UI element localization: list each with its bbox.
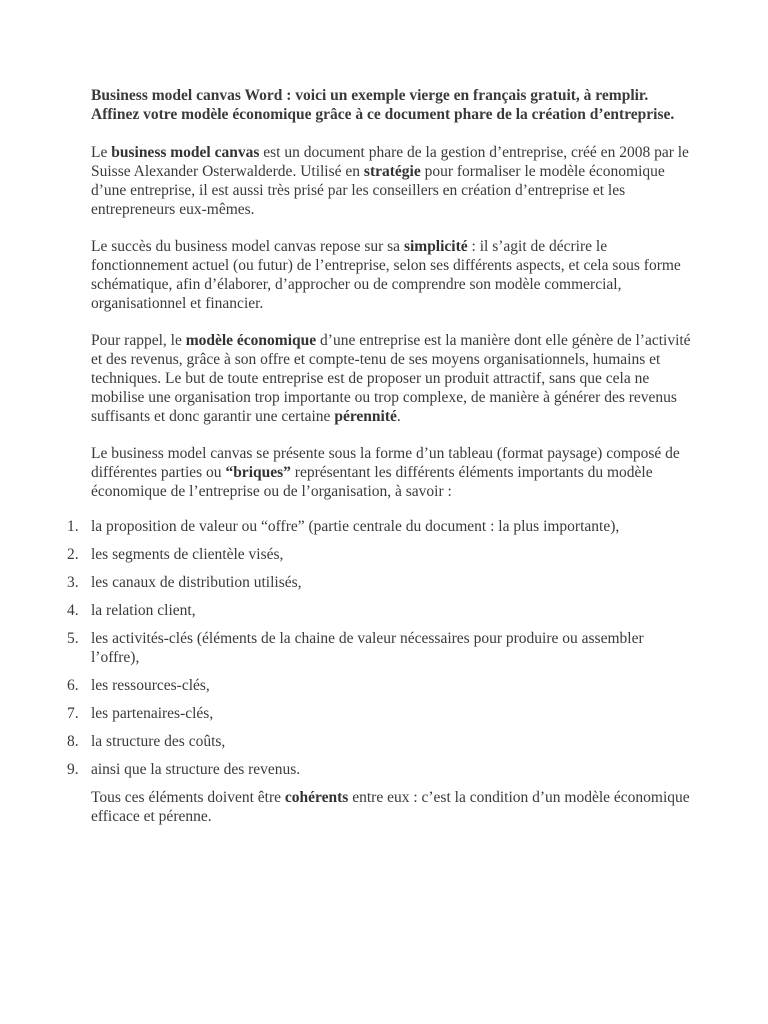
bold-term-perennite: pérennité bbox=[334, 408, 397, 425]
bold-term-modele-economique: modèle économique bbox=[185, 332, 317, 349]
bold-term-briques: “briques” bbox=[225, 464, 291, 481]
bold-term-coherents: cohérents bbox=[284, 789, 349, 806]
intro-paragraph: Business model canvas Word : voici un exemple vierge en français gratuit, à remplir. Affinez votre modèle économique grâce à ce document phare de la création d’entreprise. bbox=[91, 87, 675, 123]
list-item bbox=[67, 676, 691, 695]
list-item-text: les segments de clientèle visés, bbox=[91, 546, 284, 563]
list-item bbox=[67, 573, 691, 592]
text-segment: : il s’agit de décrire le fonctionnement actuel (ou futur) de l’entreprise, selon ses différents aspects, et cela sous forme schématique, afin d’élaborer, d’approcher ou de comprendre son modèle commercial, organisationnel et financier. bbox=[91, 238, 681, 312]
list-item bbox=[67, 601, 691, 620]
list-number: 3. bbox=[67, 574, 79, 591]
text-segment: est un document phare de la gestion d’entreprise, créé en 2008 par le Suisse Alexander Osterwalderde. Utilisé en bbox=[91, 144, 689, 180]
list-item bbox=[67, 760, 691, 779]
list-item bbox=[67, 704, 691, 723]
list-item-text: les partenaires-clés, bbox=[91, 705, 214, 722]
text-segment: d’une entreprise est la manière dont elle génère de l’activité et des revenus, grâce à son offre et compte-tenu de ses moyens organisationnels, humains et techniques. Le but de toute entreprise est de proposer un produit attractif, sans que cela ne mobilise une organisation trop importante ou trop complexe, de manière à générer des revenus suffisants et donc garantir une certaine bbox=[91, 332, 691, 425]
text-segment: Le succès du business model canvas repose sur sa bbox=[91, 238, 404, 255]
paragraph-definition bbox=[91, 143, 691, 219]
paragraph-economic-model bbox=[91, 331, 691, 426]
list-number: 4. bbox=[67, 602, 79, 619]
list-item bbox=[67, 545, 691, 564]
text-segment: Tous ces éléments doivent être bbox=[91, 789, 285, 806]
list-number: 2. bbox=[67, 546, 79, 563]
text-segment: Le business model canvas se présente sous la forme d’un tableau (format paysage) composé de différentes parties ou bbox=[91, 445, 680, 481]
list-item bbox=[67, 732, 691, 751]
text-segment: représentant les différents éléments importants du modèle économique de l’entreprise ou de l’organisation, à savoir : bbox=[91, 464, 653, 500]
list-number: 5. bbox=[67, 630, 79, 647]
list-item-text: la structure des coûts, bbox=[91, 733, 226, 750]
list-number: 1. bbox=[67, 518, 79, 535]
text-segment: Le bbox=[91, 144, 112, 161]
paragraph-canvas-format bbox=[91, 444, 691, 501]
list-number: 9. bbox=[67, 761, 79, 778]
bold-term-business-model-canvas: business model canvas bbox=[111, 144, 260, 161]
list-item-text: les canaux de distribution utilisés, bbox=[91, 574, 302, 591]
list-item-text: ainsi que la structure des revenus. bbox=[91, 761, 301, 778]
text-segment: entre eux : c’est la condition d’un modèle économique efficace et pérenne. bbox=[91, 789, 690, 825]
text-segment: . bbox=[396, 408, 401, 425]
paragraph-conclusion bbox=[91, 788, 691, 826]
paragraph-simplicity bbox=[91, 237, 691, 313]
list-number: 7. bbox=[67, 705, 79, 722]
list-item-text: les activités-clés (éléments de la chaine de valeur nécessaires pour produire ou assembler l’offre), bbox=[91, 630, 644, 666]
bold-term-simplicite: simplicité bbox=[403, 238, 468, 255]
text-segment: pour formaliser le modèle économique d’une entreprise, il est aussi très prisé par les conseillers en création d’entreprise et les entrepreneurs eux-mêmes. bbox=[91, 163, 665, 218]
text-segment: Pour rappel, le bbox=[91, 332, 186, 349]
list-item bbox=[67, 517, 691, 536]
list-number: 8. bbox=[67, 733, 79, 750]
list-number: 6. bbox=[67, 677, 79, 694]
bold-term-strategie: stratégie bbox=[363, 163, 421, 180]
list-item bbox=[67, 629, 691, 667]
list-item-text: la relation client, bbox=[91, 602, 196, 619]
elements-list bbox=[67, 517, 691, 779]
list-item-text: la proposition de valeur ou “offre” (partie centrale du document : la plus importante), bbox=[91, 518, 620, 535]
document-page bbox=[67, 86, 691, 844]
list-item-text: les ressources-clés, bbox=[91, 677, 210, 694]
